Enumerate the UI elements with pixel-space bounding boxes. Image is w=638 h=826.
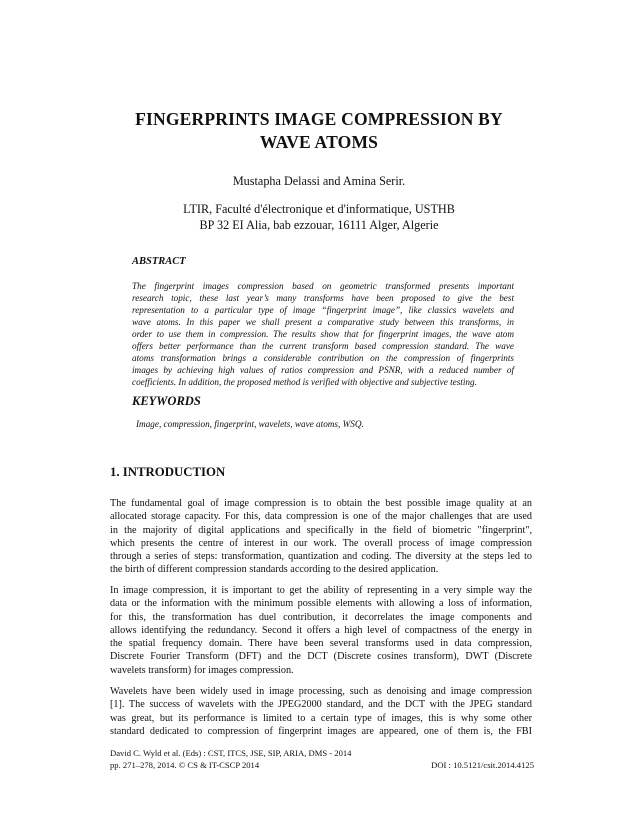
abstract-heading: ABSTRACT	[132, 256, 186, 267]
paragraph-line: [1]. The success of wavelets with the JPEG2000 standard, and the DCT with the JPEG standard	[110, 699, 532, 711]
paragraph-line: allows identifying the redundancy. Second it offers a high level of compactness of the energy in	[110, 624, 532, 636]
abstract-line: atoms transformation brings a considerable contribution on the compression of fingerprints	[132, 353, 514, 363]
paragraph-line: allocated storage capacity. For this, data compression is one of the major challenges that are used	[110, 511, 532, 523]
paragraph-line: for this, the transformation has duel contribution, it decorrelates the image components and	[110, 611, 532, 623]
footer-citation: David C. Wyld et al. (Eds) : CST, ITCS, JSE, SIP, ARIA, DMS - 2014	[110, 748, 352, 758]
abstract-line: order to use them in compression. The results show that for fingerprint images, the wave atom	[132, 329, 514, 339]
paragraph-line: was great, but its performance is limited to a certain type of images, this is why some other	[110, 712, 532, 724]
paragraph-line: through a series of steps: transformation, quantization and coding. The diversity at the steps led to	[110, 551, 532, 563]
paragraph-3	[110, 685, 532, 738]
paragraph-line: standard dedicated to compression of fingerprint images are appeared, one of them is, the FBI	[110, 725, 532, 737]
paragraph-line: which presents the centre of interest in our work. The overall process of image compression	[110, 537, 532, 549]
abstract-line: research topic, these last year’s many transforms have been proposed to give the best	[132, 293, 514, 303]
paragraph-line: Wavelets have been widely used in image processing, such as denoising and image compression	[110, 686, 532, 697]
abstract-line: images by achieving high values of ratios compression and PSNR, with a reduced number of	[132, 365, 514, 375]
paragraph-2	[110, 584, 532, 677]
paragraph-line: In image compression, it is important to get the ability of representing in a very simple way the	[110, 585, 532, 596]
authors: Mustapha Delassi and Amina Serir.	[232, 174, 406, 188]
paragraph-line: wavelets transform) for images compression.	[110, 664, 294, 676]
affiliation-line-2: BP 32 EI Alia, bab ezzouar, 16111 Alger, Algerie	[199, 218, 439, 232]
paragraph-line: the spatial frequency domain. There have been several transforms used in data compression,	[110, 638, 532, 650]
footer-pages: pp. 271–278, 2014. © CS & IT-CSCP 2014	[110, 760, 260, 770]
paper-title-line-1: FINGERPRINTS IMAGE COMPRESSION BY	[135, 109, 503, 129]
paragraph-line: data or the information with the minimum possible elements with allowing a loss of information,	[110, 598, 532, 610]
footer-doi: DOI : 10.5121/csit.2014.4125	[431, 760, 534, 770]
affiliation-line-1: LTIR, Faculté d'électronique et d'informatique, USTHB	[183, 202, 455, 216]
abstract-body	[132, 280, 514, 388]
abstract-line: The fingerprint images compression based on geometric transformed presents important	[132, 281, 514, 291]
keywords-text: Image, compression, fingerprint, wavelets, wave atoms, WSQ.	[136, 419, 364, 429]
paragraph-1	[110, 497, 532, 577]
section-heading-introduction: 1. INTRODUCTION	[110, 465, 226, 479]
keywords-heading: KEYWORDS	[132, 394, 201, 408]
paragraph-line: the birth of different compression standards according to the desired application.	[110, 564, 439, 576]
abstract-line: offers better performance than the current transform based compression standard. The wave	[132, 341, 514, 351]
abstract-line: coefficients. In addition, the proposed method is verified with objective and subjective testing.	[132, 377, 477, 387]
abstract-line: wave atoms. In this paper we shall present a comparative study between this transforms, in	[132, 317, 514, 327]
paragraph-line: Discrete Fourier Transform (DFT) and the DCT (Discrete cosines transform), DWT (Discrete	[110, 651, 532, 663]
paragraph-line: in the majority of digital applications and specifically in the field of biometric "fingerprint",	[110, 524, 532, 536]
paper-title-line-2: WAVE ATOMS	[259, 132, 379, 152]
abstract-line: representation to a particular type of image “fingerprint image”, like classics wavelets and	[132, 305, 514, 315]
paragraph-line: The fundamental goal of image compression is to obtain the best possible image quality at an	[110, 498, 532, 509]
